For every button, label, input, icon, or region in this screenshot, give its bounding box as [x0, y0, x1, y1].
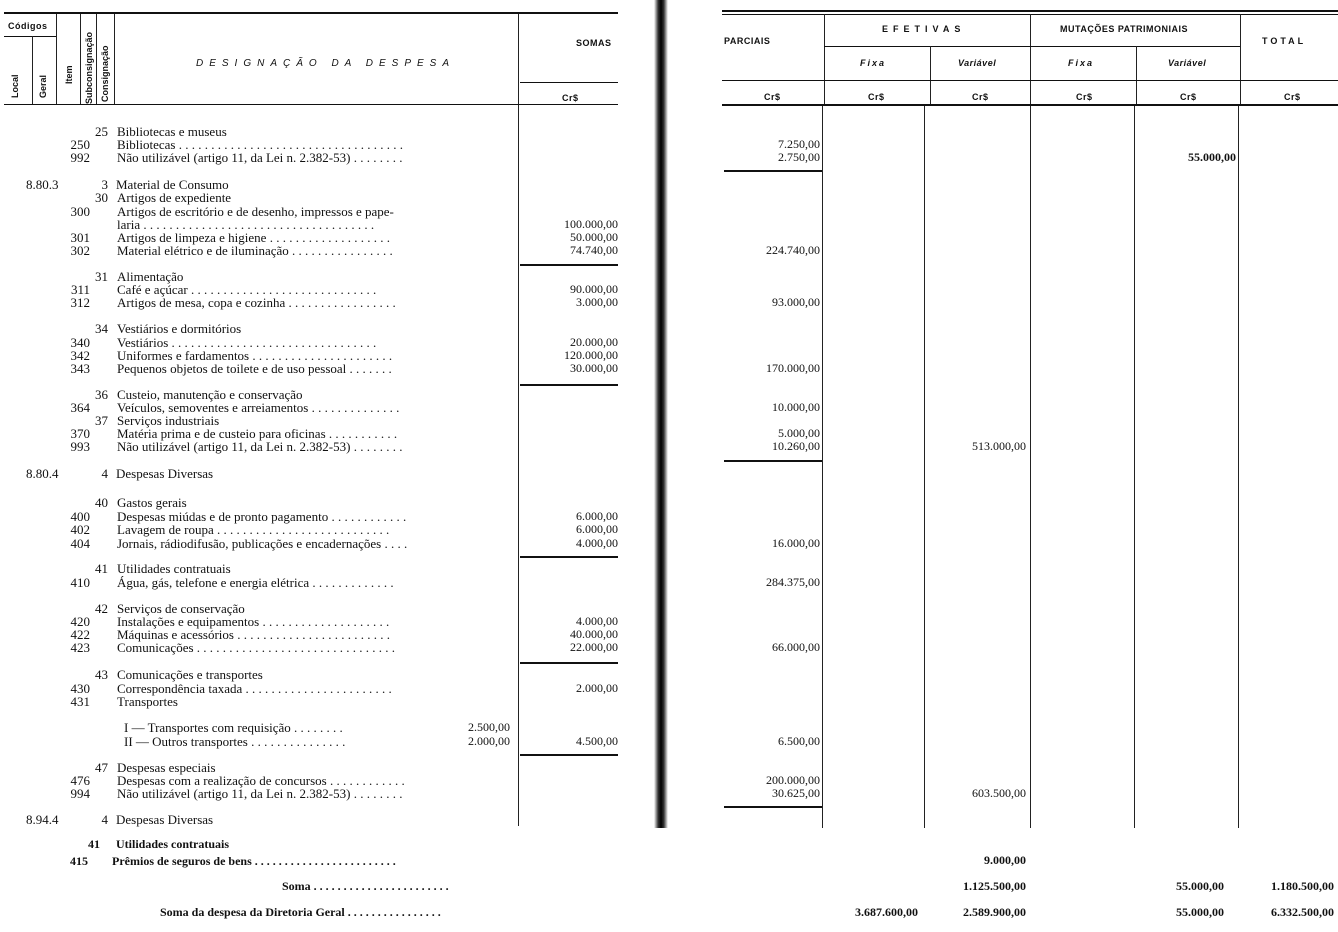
parciais-value: 66.000,00	[772, 640, 820, 654]
item-code: 423	[70, 640, 90, 655]
header-bottom-rule	[4, 104, 618, 105]
somas-value: 6.000,00	[576, 522, 618, 536]
item-code: 302	[70, 243, 90, 258]
item-code: 343	[70, 361, 90, 376]
expense-description: Artigos de limpeza e higiene . . . . . . . . . . . . . . . . . . .	[117, 230, 390, 245]
expense-description: Não utilizável (artigo 11, da Lei n. 2.382-53) . . . . . . . .	[117, 439, 403, 454]
somas-subtotal-rule	[520, 556, 618, 558]
item-code: 404	[70, 536, 90, 551]
expense-description: Lavagem de roupa . . . . . . . . . . . . . . . . . . . . . . . . . . .	[117, 522, 390, 537]
expense-description: Custeio, manutenção e conservação	[117, 387, 303, 402]
somas-value: 100.000,00	[564, 217, 618, 231]
parciais-value: 284.375,00	[766, 575, 820, 589]
group-code: 31	[95, 269, 108, 284]
expense-description: Água, gás, telefone e energia elétrica . . . . . . . . . . . . .	[117, 575, 394, 590]
somas-value: 120.000,00	[564, 348, 618, 362]
sub-value: 2.000,00	[468, 734, 510, 748]
total-heading: TOTAL	[1262, 36, 1307, 46]
parciais-subtotal-rule	[724, 806, 822, 808]
expense-description: Artigos de escritório e de desenho, impressos e pape-	[117, 204, 394, 219]
mutacoes-variavel-value: 55.000,00	[1188, 150, 1236, 164]
parciais-value: 10.260,00	[772, 439, 820, 453]
parciais-value: 16.000,00	[772, 536, 820, 550]
col-rule	[822, 106, 823, 828]
somas-value: 6.000,00	[576, 509, 618, 523]
group-code: 41	[95, 561, 108, 576]
grand-total: 6.332.500,00	[1271, 905, 1334, 919]
parciais-value: 10.000,00	[772, 400, 820, 414]
item-code: 993	[70, 439, 90, 454]
footer-415-value: 9.000,00	[984, 853, 1026, 867]
group-code: 42	[95, 601, 108, 616]
somas-value: 2.000,00	[576, 681, 618, 695]
parciais-value: 170.000,00	[766, 361, 820, 375]
item-code: 402	[70, 522, 90, 537]
group-code: 37	[95, 413, 108, 428]
col-rule	[114, 14, 115, 104]
col-rule	[1030, 14, 1031, 106]
expense-description: Instalações e equipamentos . . . . . . . . . . . . . . . . . . . .	[117, 614, 390, 629]
col-rule	[1030, 106, 1031, 828]
expense-description: Gastos gerais	[117, 495, 187, 510]
codigos-rule	[4, 36, 56, 37]
somas-subtotal-rule	[520, 264, 618, 266]
item-code: 342	[70, 348, 90, 363]
codigos-label: Códigos	[8, 21, 48, 31]
item-code: 370	[70, 426, 90, 441]
expense-description: Artigos de expediente	[117, 190, 232, 205]
parciais-value: 30.625,00	[772, 786, 820, 800]
expense-description: Correspondência taxada . . . . . . . . . . . . . . . . . . . . . . .	[117, 681, 392, 696]
somas-value: 90.000,00	[570, 282, 618, 296]
parciais-currency: Cr$	[764, 92, 781, 102]
designacao-heading: DESIGNAÇÃO DA DESPESA	[196, 58, 455, 69]
footer-code-415: 415	[70, 854, 88, 868]
item-code: 312	[70, 295, 90, 310]
expense-description: Alimentação	[117, 269, 184, 284]
expense-description: laria . . . . . . . . . . . . . . . . . . . . . . . . . . . . . . . . . . . .	[117, 217, 375, 232]
item-code: 476	[70, 773, 90, 788]
somas-value: 74.740,00	[570, 243, 618, 257]
parciais-value: 200.000,00	[766, 773, 820, 787]
parciais-value: 224.740,00	[766, 243, 820, 257]
mutacoes-variavel-heading: Variável	[1168, 58, 1207, 68]
expense-description: Serviços industriais	[117, 413, 220, 428]
col-rule	[56, 14, 57, 104]
parciais-value: 2.750,00	[778, 150, 820, 164]
efetivas-heading: EFETIVAS	[882, 24, 966, 34]
somas-value: 40.000,00	[570, 627, 618, 641]
expense-description: Bibliotecas e museus	[117, 124, 227, 139]
somas-value: 22.000,00	[570, 640, 618, 654]
expense-description: Não utilizável (artigo 11, da Lei n. 2.382-53) . . . . . . . .	[117, 786, 403, 801]
col-rule	[924, 106, 925, 828]
grand-mut-variavel: 55.000,00	[1176, 905, 1224, 919]
sub-value: 2.500,00	[468, 720, 510, 734]
grand-efet-variavel: 2.589.900,00	[963, 905, 1026, 919]
efetivas-variavel-value: 513.000,00	[972, 439, 1026, 453]
group-code: 40	[95, 495, 108, 510]
group-code: 34	[95, 321, 108, 336]
expense-description: Comunicações e transportes	[117, 667, 263, 682]
col-rule	[80, 14, 81, 104]
section-code: 8.80.3	[26, 177, 59, 192]
item-code: 431	[70, 694, 90, 709]
efetivas-variavel-heading: Variável	[958, 58, 997, 68]
geral-label: Geral	[38, 74, 48, 98]
total-currency: Cr$	[1284, 92, 1301, 102]
somas-value: 4.000,00	[576, 536, 618, 550]
soma-total: 1.180.500,00	[1271, 879, 1334, 893]
soma-label: Soma . . . . . . . . . . . . . . . . . . . . . . .	[282, 879, 449, 893]
page-gutter	[654, 0, 668, 828]
item-code: 430	[70, 681, 90, 696]
somas-value: 30.000,00	[570, 361, 618, 375]
mut-variavel-currency: Cr$	[1180, 92, 1197, 102]
parciais-value: 7.250,00	[778, 137, 820, 151]
efetivas-variavel-value: 603.500,00	[972, 786, 1026, 800]
item-code: 420	[70, 614, 90, 629]
section-code: 8.80.4	[26, 466, 59, 481]
expense-description: Despesas miúdas e de pronto pagamento . . . . . . . . . . . .	[117, 509, 407, 524]
col-rule	[96, 14, 97, 104]
efetivas-fixa-heading: Fixa	[860, 58, 887, 68]
parciais-value: 93.000,00	[772, 295, 820, 309]
col-rule	[930, 46, 931, 106]
col-rule	[1238, 106, 1239, 828]
somas-heading: SOMAS	[576, 38, 612, 48]
expense-description: Comunicações . . . . . . . . . . . . . . . . . . . . . . . . . . . . . . .	[117, 640, 396, 655]
expense-description: Despesas Diversas	[116, 466, 214, 481]
item-code: 301	[70, 230, 90, 245]
item-code: 340	[70, 335, 90, 350]
somas-col-rule	[518, 14, 519, 826]
item-code: 364	[70, 400, 90, 415]
right-header-top-rule	[722, 10, 1338, 12]
consignacao-label: Consignação	[100, 45, 110, 102]
mut-fixa-currency: Cr$	[1076, 92, 1093, 102]
item-code: 400	[70, 509, 90, 524]
col-rule	[32, 36, 33, 104]
expense-description: Material elétrico e de iluminação . . . . . . . . . . . . . . . .	[117, 243, 393, 258]
item-code: 992	[70, 150, 90, 165]
somas-rule	[520, 82, 618, 83]
expense-description: Não utilizável (artigo 11, da Lei n. 2.382-53) . . . . . . . .	[117, 150, 403, 165]
section-code: 8.94.4	[26, 812, 59, 827]
expense-description: Matéria prima e de custeio para oficinas . . . . . . . . . . .	[117, 426, 398, 441]
col-rule	[1134, 106, 1135, 828]
parciais-value: 5.000,00	[778, 426, 820, 440]
somas-value: 3.000,00	[576, 295, 618, 309]
group-code: 43	[95, 667, 108, 682]
somas-value: 20.000,00	[570, 335, 618, 349]
col-rule	[824, 14, 825, 106]
group-code: 30	[95, 190, 108, 205]
somas-subtotal-rule	[520, 662, 618, 664]
group-code: 4	[101, 466, 108, 481]
group-code: 47	[95, 760, 108, 775]
expense-description: I — Transportes com requisição . . . . . . . .	[124, 720, 343, 735]
efet-variavel-currency: Cr$	[972, 92, 989, 102]
item-code: 311	[70, 282, 90, 297]
item-code: 300	[70, 204, 90, 219]
soma-mut-variavel: 55.000,00	[1176, 879, 1224, 893]
group-code: 3	[101, 177, 108, 192]
item-code: 250	[70, 137, 90, 152]
expense-description: Despesas com a realização de concursos . . . . . . . . . . . .	[117, 773, 405, 788]
footer-code-41: 41	[88, 837, 100, 851]
sub-header-rule	[824, 46, 1240, 47]
expense-description: Pequenos objetos de toilete e de uso pessoal . . . . . . .	[117, 361, 392, 376]
col-rule	[1240, 14, 1241, 106]
expense-description: Serviços de conservação	[117, 601, 245, 616]
expense-description: Máquinas e acessórios . . . . . . . . . . . . . . . . . . . . . . . .	[117, 627, 390, 642]
footer-label-415: Prêmios de seguros de bens . . . . . . . . . . . . . . . . . . . . . . . .	[112, 854, 396, 868]
somas-value: 4.000,00	[576, 614, 618, 628]
expense-description: II — Outros transportes . . . . . . . . . . . . . . .	[124, 734, 346, 749]
item-code: 994	[70, 786, 90, 801]
col-rule	[1136, 46, 1137, 106]
efet-fixa-currency: Cr$	[868, 92, 885, 102]
currency-rule	[722, 80, 1338, 81]
item-code: 422	[70, 627, 90, 642]
expense-description: Despesas especiais	[117, 760, 216, 775]
local-label: Local	[10, 74, 20, 98]
expense-description: Jornais, rádiodifusão, publicações e encadernações . . . .	[117, 536, 408, 551]
group-code: 25	[95, 124, 108, 139]
group-code: 4	[101, 812, 108, 827]
expense-description: Material de Consumo	[116, 177, 229, 192]
item-code: 410	[70, 575, 90, 590]
parciais-value: 6.500,00	[778, 734, 820, 748]
soma-efet-variavel: 1.125.500,00	[963, 879, 1026, 893]
expense-description: Utilidades contratuais	[117, 561, 231, 576]
expense-description: Transportes	[117, 694, 178, 709]
somas-value: 50.000,00	[570, 230, 618, 244]
somas-currency: Cr$	[562, 93, 579, 103]
grand-efet-fixa: 3.687.600,00	[855, 905, 918, 919]
parciais-subtotal-rule	[724, 170, 822, 172]
item-label: Item	[64, 65, 74, 84]
expense-description: Artigos de mesa, copa e cozinha . . . . . . . . . . . . . . . . .	[117, 295, 396, 310]
expense-description: Uniformes e fardamentos . . . . . . . . . . . . . . . . . . . . . .	[117, 348, 393, 363]
group-code: 36	[95, 387, 108, 402]
mutacoes-fixa-heading: Fixa	[1068, 58, 1095, 68]
expense-description: Café e açúcar . . . . . . . . . . . . . . . . . . . . . . . . . . . . .	[117, 282, 377, 297]
mutacoes-heading: MUTAÇÕES PATRIMONIAIS	[1060, 24, 1188, 34]
subconsignacao-label: Subconsignação	[84, 31, 94, 104]
somas-value: 4.500,00	[576, 734, 618, 748]
parciais-heading: PARCIAIS	[724, 36, 771, 46]
expense-description: Vestiários e dormitórios	[117, 321, 242, 336]
expense-description: Bibliotecas . . . . . . . . . . . . . . . . . . . . . . . . . . . . . . . . . . .	[117, 137, 403, 152]
footer-label-41: Utilidades contratuais	[116, 837, 230, 851]
somas-subtotal-rule	[520, 384, 618, 386]
expense-description: Despesas Diversas	[116, 812, 214, 827]
parciais-subtotal-rule	[724, 460, 822, 462]
grand-total-label: Soma da despesa da Diretoria Geral . . . . . . . . . . . . . . . .	[160, 905, 441, 919]
somas-subtotal-rule	[520, 754, 618, 756]
expense-description: Vestiários . . . . . . . . . . . . . . . . . . . . . . . . . . . . . . . .	[117, 335, 377, 350]
expense-description: Veículos, semoventes e arreiamentos . . . . . . . . . . . . . .	[117, 400, 400, 415]
